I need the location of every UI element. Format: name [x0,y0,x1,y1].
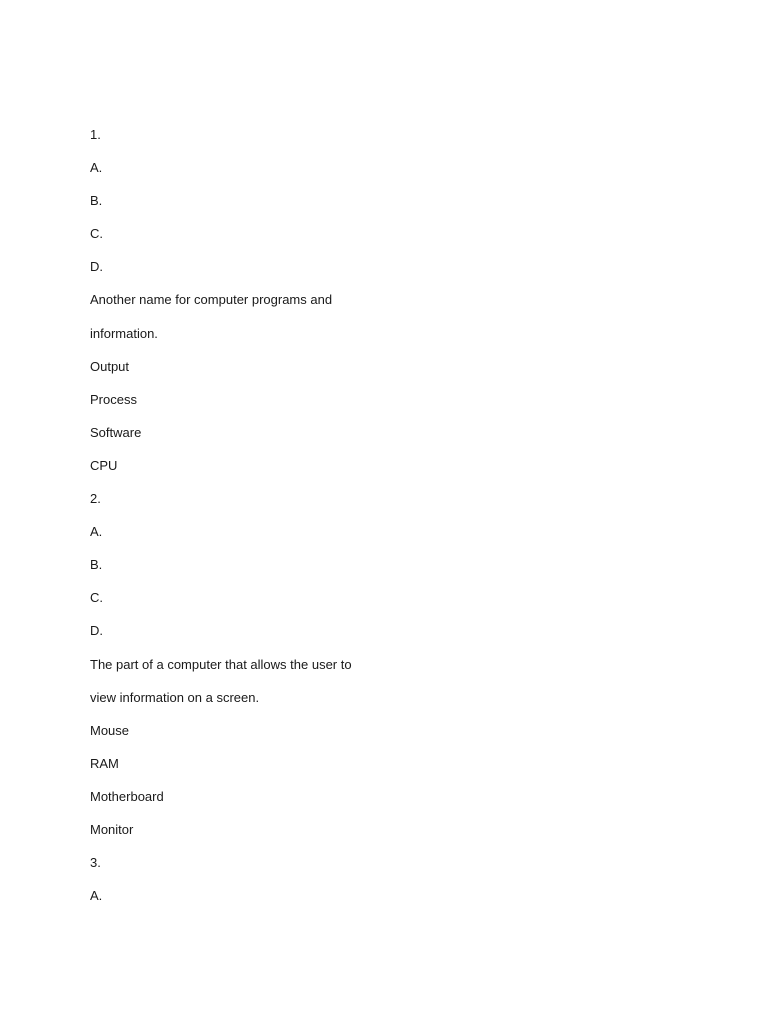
option-letter: C. [90,590,103,606]
answer-option: Monitor [90,821,134,837]
option-letter: B. [90,557,103,573]
question-text: The part of a computer that allows the user to [90,656,352,672]
answer-option: CPU [90,457,118,473]
option-letter: A. [90,160,103,176]
question-number: 1. [90,127,101,142]
question-text: view information on a screen. [90,689,260,705]
option-letter: D. [90,259,103,275]
option-letter: C. [90,226,103,242]
answer-option: Software [90,424,142,440]
document-body [90,125,352,919]
answer-option: Process [90,391,137,407]
question-text: Another name for computer programs and [90,292,333,308]
question-number: 2. [90,491,101,507]
option-letter: A. [90,524,103,540]
answer-option: Output [90,358,130,374]
question-number: 3. [90,855,101,871]
option-letter: A. [90,888,103,904]
answer-option: Mouse [90,722,130,738]
answer-option: RAM [90,755,119,771]
option-letter: D. [90,623,103,639]
option-letter: B. [90,193,103,209]
question-text: information. [90,325,158,341]
answer-option: Motherboard [90,788,164,804]
